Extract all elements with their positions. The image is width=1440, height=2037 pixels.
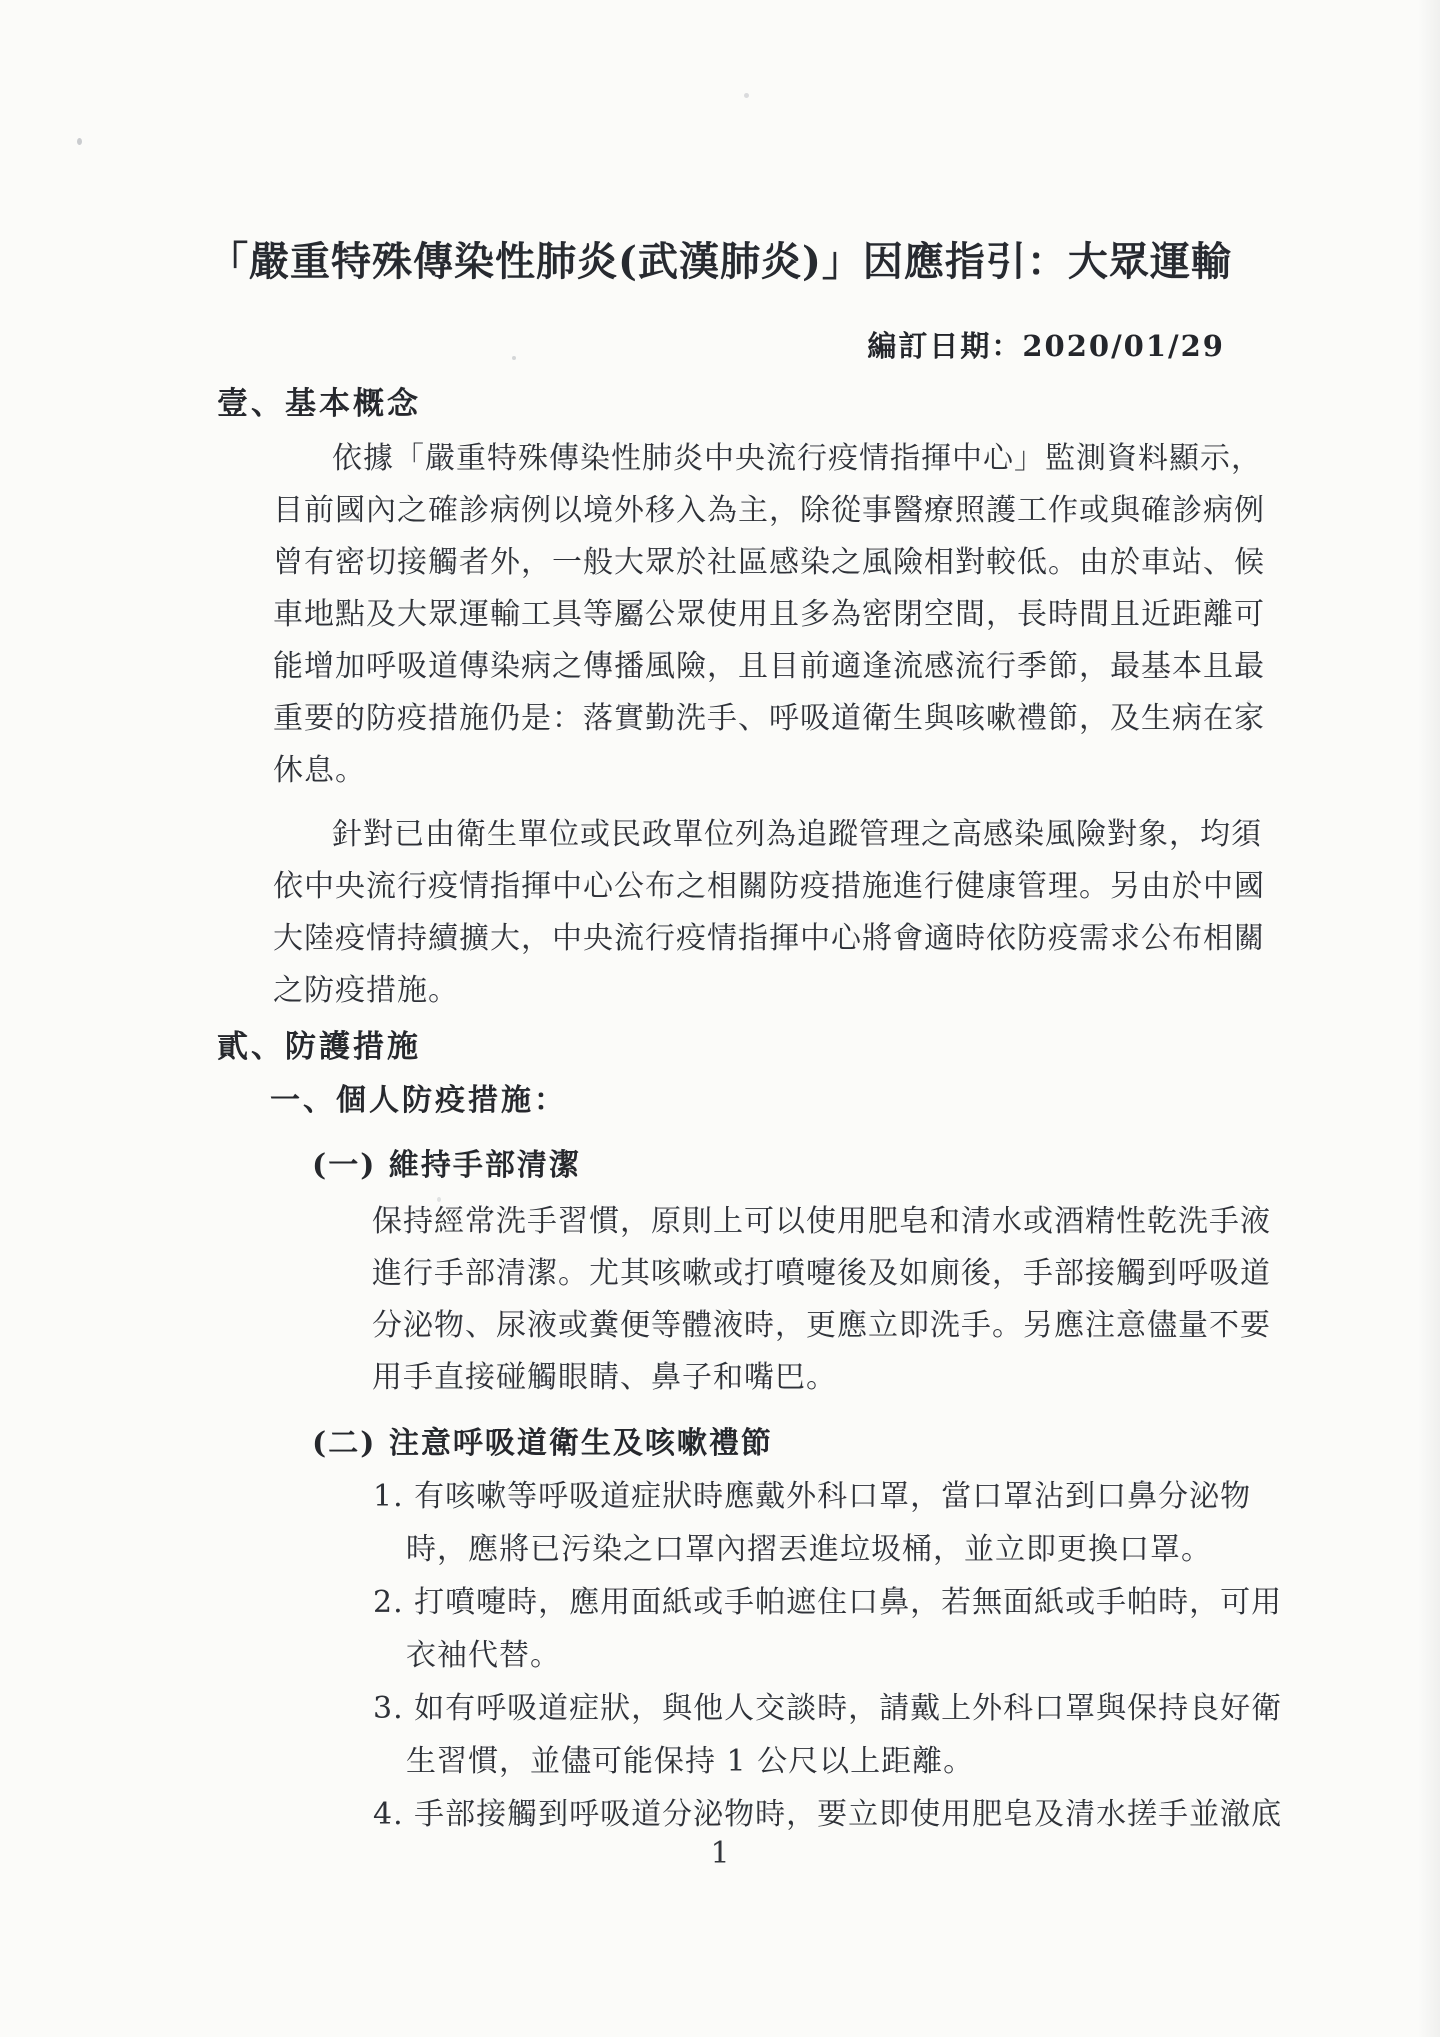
section1-paragraph1 [273,433,1265,797]
list-item-line: 3. 如有呼吸道症狀，與他人交談時，請戴上外科口罩與保持良好衛 [373,1691,1283,1726]
scan-artifact [512,356,516,360]
paragraph-line: 依據「嚴重特殊傳染性肺炎中央流行疫情指揮中心」監測資料顯示， [332,441,1262,476]
section2-subheading-personal-measures: 一、個人防疫措施： [270,1083,567,1118]
measure2-heading-respiratory-hygiene: (二) 注意呼吸道衛生及咳嗽禮節 [312,1426,773,1461]
paragraph-line: 車地點及大眾運輸工具等屬公眾使用且多為密閉空間，長時間且近距離可 [273,597,1265,632]
scan-artifact [77,138,82,145]
paragraph-line: 依中央流行疫情指揮中心公布之相關防疫措施進行健康管理。另由於中國 [273,869,1265,904]
document-title: 「嚴重特殊傳染性肺炎(武漢肺炎)」因應指引：大眾運輸 [208,238,1232,285]
paragraph-line: 之防疫措施。 [273,973,459,1008]
list-item-line: 4. 手部接觸到呼吸道分泌物時，要立即使用肥皂及清水搓手並澈底 [373,1797,1283,1832]
page-number: 1 [710,1836,730,1871]
list-item-line: 時，應將已污染之口罩內摺丟進垃圾桶，並立即更換口罩。 [406,1532,1212,1567]
scan-artifact [744,93,749,98]
measure1-heading-hand-hygiene: (一) 維持手部清潔 [312,1148,581,1183]
list-item-line: 1. 有咳嗽等呼吸道症狀時應戴外科口罩，當口罩沾到口鼻分泌物 [373,1479,1252,1514]
scan-edge-shading [1418,0,1440,2037]
paragraph-line: 重要的防疫措施仍是：落實勤洗手、呼吸道衛生與咳嗽禮節，及生病在家 [273,701,1265,736]
section1-paragraph2 [273,809,1265,1017]
paragraph-line: 用手直接碰觸眼睛、鼻子和嘴巴。 [372,1360,837,1395]
paragraph-line: 曾有密切接觸者外，一般大眾於社區感染之風險相對較低。由於車站、候 [273,545,1265,580]
paragraph-line: 針對已由衛生單位或民政單位列為追蹤管理之高感染風險對象，均須 [332,817,1262,852]
measure2-numbered-list [373,1470,1282,1841]
paragraph-line: 保持經常洗手習慣，原則上可以使用肥皂和清水或酒精性乾洗手液 [372,1204,1271,1239]
list-item-line: 2. 打噴嚏時，應用面紙或手帕遮住口鼻，若無面紙或手帕時，可用 [373,1585,1283,1620]
paragraph-line: 分泌物、尿液或糞便等體液時，更應立即洗手。另應注意儘量不要 [372,1308,1271,1343]
paragraph-line: 進行手部清潔。尤其咳嗽或打噴嚏後及如廁後，手部接觸到呼吸道 [372,1256,1271,1291]
paragraph-line: 大陸疫情持續擴大，中央流行疫情指揮中心將會適時依防疫需求公布相關 [273,921,1265,956]
revision-date: 編訂日期：2020/01/29 [867,329,1225,363]
paragraph-line: 能增加呼吸道傳染病之傳播風險，且目前適逢流感流行季節，最基本且最 [273,649,1265,684]
section1-heading: 壹、基本概念 [217,386,421,422]
list-item-line: 衣袖代替。 [406,1638,561,1673]
paragraph-line: 目前國內之確診病例以境外移入為主，除從事醫療照護工作或與確診病例 [273,493,1265,528]
list-item-line: 生習慣，並儘可能保持 1 公尺以上距離。 [406,1744,975,1779]
paragraph-line: 休息。 [273,753,366,788]
section2-heading: 貳、防護措施 [217,1029,421,1065]
measure1-paragraph [372,1196,1271,1404]
